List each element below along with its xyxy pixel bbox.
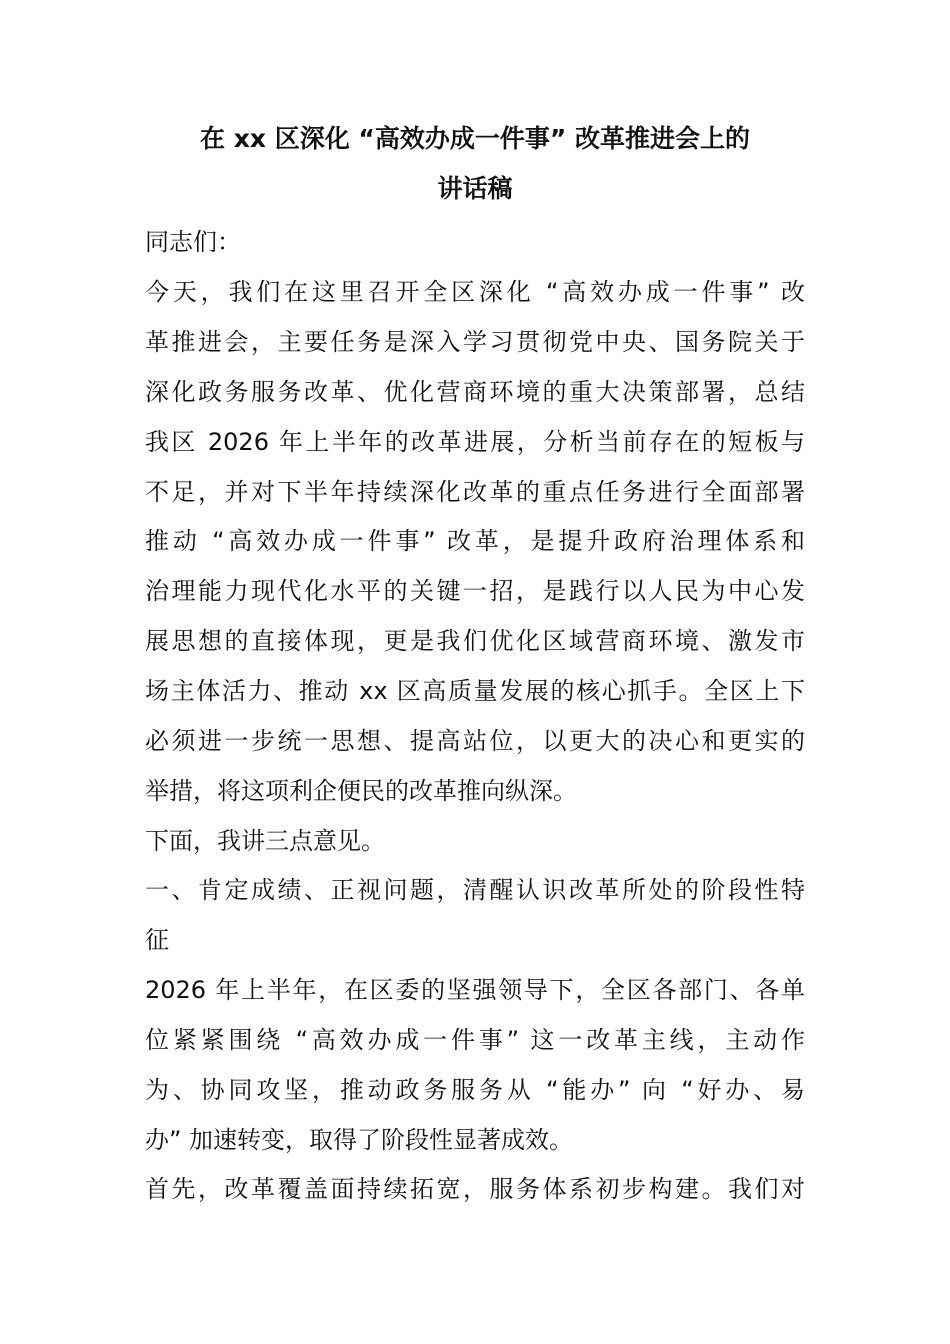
- document-title-line-1: 在 xx 区深化 “高效办成一件事” 改革推进会上的: [200, 124, 750, 153]
- body-line: 举措，将这项利企便民的改革推向纵深。: [145, 777, 577, 805]
- body-line: 革推进会，主要任务是深入学习贯彻党中央、国务院关于: [145, 328, 805, 356]
- body-line: 推动 “高效办成一件事” 改革，是提升政府治理体系和: [145, 527, 805, 555]
- body-line: 我区 2026 年上半年的改革进展，分析当前存在的短板与: [145, 428, 805, 456]
- body-line: 下面，我讲三点意见。: [145, 827, 385, 855]
- body-line: 必须进一步统一思想、提高站位，以更大的决心和更实的: [145, 727, 805, 755]
- body-line: 位紧紧围绕 “高效办成一件事” 这一改革主线，主动作: [145, 1026, 805, 1054]
- body-line: 今天，我们在这里召开全区深化 “高效办成一件事” 改: [145, 278, 805, 306]
- body-line: 场主体活力、推动 xx 区高质量发展的核心抓手。全区上下: [145, 677, 805, 705]
- body-line: 首先，改革覆盖面持续拓宽，服务体系初步构建。我们对: [145, 1175, 805, 1203]
- body-line: 治理能力现代化水平的关键一招，是践行以人民为中心发: [145, 577, 805, 605]
- body-line: 办” 加速转变，取得了阶段性显著成效。: [145, 1126, 574, 1154]
- salutation: 同志们：: [145, 228, 241, 256]
- body-line: 不足，并对下半年持续深化改革的重点任务进行全面部署: [145, 478, 805, 506]
- body-line: 为、协同攻坚，推动政务服务从 “能办” 向 “好办、易: [145, 1076, 805, 1104]
- body-line: 2026 年上半年，在区委的坚强领导下，全区各部门、各单: [145, 976, 805, 1004]
- section-heading-line: 一、肯定成绩、正视问题，清醒认识改革所处的阶段性特: [145, 876, 805, 904]
- section-heading-line: 征: [145, 926, 169, 954]
- body-line: 深化政务服务改革、优化营商环境的重大决策部署，总结: [145, 378, 805, 406]
- document-title-line-2: 讲话稿: [437, 174, 513, 203]
- body-line: 展思想的直接体现，更是我们优化区域营商环境、激发市: [145, 627, 805, 655]
